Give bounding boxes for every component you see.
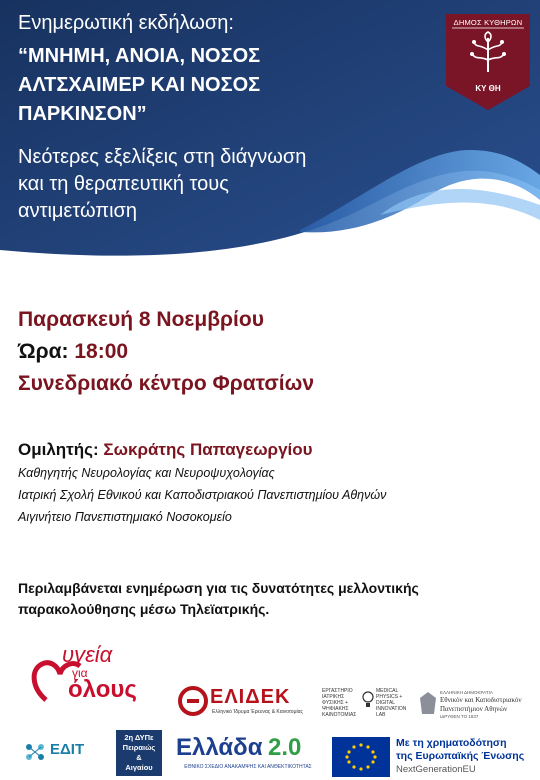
edit-logo: [24, 740, 108, 766]
eu-line3: NextGenerationEU: [396, 764, 476, 775]
crest-monogram: ΚΥ ΘΗ: [475, 84, 501, 93]
event-venue: Συνεδριακό κέντρο Φρατσίων: [18, 372, 315, 395]
municipality-crest-logo: [446, 14, 530, 110]
time-label: Ώρα:: [18, 340, 69, 363]
ellada-word: Ελλάδα: [176, 734, 263, 761]
ellada-version: 2.0: [268, 734, 302, 761]
subtitle-line: αντιμετώπιση: [18, 200, 138, 222]
lightbulb-icon: [362, 690, 374, 710]
ygeia-word: υγεία: [62, 642, 113, 667]
event-time: [18, 340, 128, 364]
lab-english-name: MEDICAL PHYSICS + DIGITAL INNOVATION LAB: [376, 688, 407, 718]
speaker-credential: Καθηγητής Νευρολογίας και Νευροψυχολογίας: [18, 466, 275, 480]
title-line: “ΜΝΗΜΗ, ΑΝΟΙΑ, ΝΟΣΟΣ: [18, 45, 261, 67]
dype-line2: Πειραιώς: [122, 743, 156, 752]
subtitle-line: και τη θεραπευτική τους: [18, 173, 229, 195]
dype-line3: &: [136, 753, 142, 762]
elidek-logo: [178, 686, 328, 718]
speaker-credential: Αιγινήτειο Πανεπιστημιακό Νοσοκομείο: [18, 510, 232, 524]
ekpa-line1: ΕΛΛΗΝΙΚΗ ΔΗΜΟΚΡΑΤΙΑ: [440, 690, 493, 695]
time-value: 18:00: [74, 340, 129, 363]
speaker-label: Ομιλητής:: [18, 440, 99, 459]
lab-greek-name: ΕΡΓΑΣΤΗΡΙΟ ΙΑΤΡΙΚΗΣ ΦΥΣΙΚΗΣ + ΨΗΦΙΑΚΗΣ ΚΑΙΝΟΤΟΜΙΑΣ: [322, 688, 357, 718]
ekpa-emblem-icon: [420, 692, 436, 714]
ekpa-line4: ΙΔΡΥΘΕΝ ΤΟ 1837: [440, 714, 479, 719]
eu-funding-logo: [332, 737, 538, 777]
event-title: [18, 42, 318, 129]
elidek-emblem-icon: [178, 686, 208, 716]
event-subtitle: [18, 144, 358, 225]
ygeia-olous-word: όλους: [68, 676, 137, 703]
event-kicker: Ενημερωτική εκδήλωση:: [18, 12, 234, 34]
dype-line4: Αιγαίου: [125, 763, 153, 772]
subtitle-line: Νεότερες εξελίξεις στη διάγνωση: [18, 146, 307, 168]
edit-network-icon: [24, 742, 46, 762]
eu-line1: Με τη χρηματοδότηση: [396, 737, 507, 749]
ellada-2-0-logo: [176, 734, 320, 780]
elidek-subtitle: Ελληνικό Ίδρυμα Έρευνας & Καινοτομίας: [212, 709, 303, 715]
elidek-name: ΕΛΙΔΕΚ: [210, 686, 291, 708]
ygeia-gia-olous-logo: [28, 640, 138, 710]
edit-name: ΕΔΙΤ: [50, 741, 85, 758]
ekpa-line2: Εθνικόν και Καποδιστριακόν: [440, 696, 522, 704]
speaker-heading: [18, 440, 313, 460]
ekpa-line3: Πανεπιστήμιον Αθηνών: [440, 705, 508, 713]
title-line: ΑΛΤΣΧΑΙΜΕΡ ΚΑΙ ΝΟΣΟΣ: [18, 74, 261, 96]
dype-logo: [116, 730, 162, 776]
crest-label: ΔΗΜΟΣ ΚΥΘΗΡΩΝ: [453, 18, 523, 27]
speaker-name: Σωκράτης Παπαγεωργίου: [103, 440, 313, 459]
ygeia-gia-word: για: [72, 666, 88, 680]
ekpa-university-logo: [420, 690, 530, 722]
event-date: Παρασκευή 8 Νοεμβρίου: [18, 308, 264, 331]
speaker-credential: Ιατρική Σχολή Εθνικού και Καποδιστριακού Πανεπιστημίου Αθηνών: [18, 488, 387, 502]
title-line: ΠΑΡΚΙΝΣΟΝ”: [18, 103, 147, 125]
telemedicine-note: Περιλαμβάνεται ενημέρωση για τις δυνατότητες μελλοντικής παρακολούθησης μέσω Τηλεϊατρικής.: [18, 580, 419, 617]
dype-line1: 2η ΔΥΠε: [124, 733, 154, 742]
eu-line2: της Ευρωπαϊκής Ένωσης: [396, 750, 525, 762]
eu-flag-icon: [332, 737, 390, 777]
ellada-subtitle: ΕΘΝΙΚΟ ΣΧΕΔΙΟ ΑΝΑΚΑΜΨΗΣ ΚΑΙ ΑΝΘΕΚΤΙΚΟΤΗΤΑΣ: [184, 764, 312, 770]
medical-physics-lab-logo: [322, 688, 412, 724]
